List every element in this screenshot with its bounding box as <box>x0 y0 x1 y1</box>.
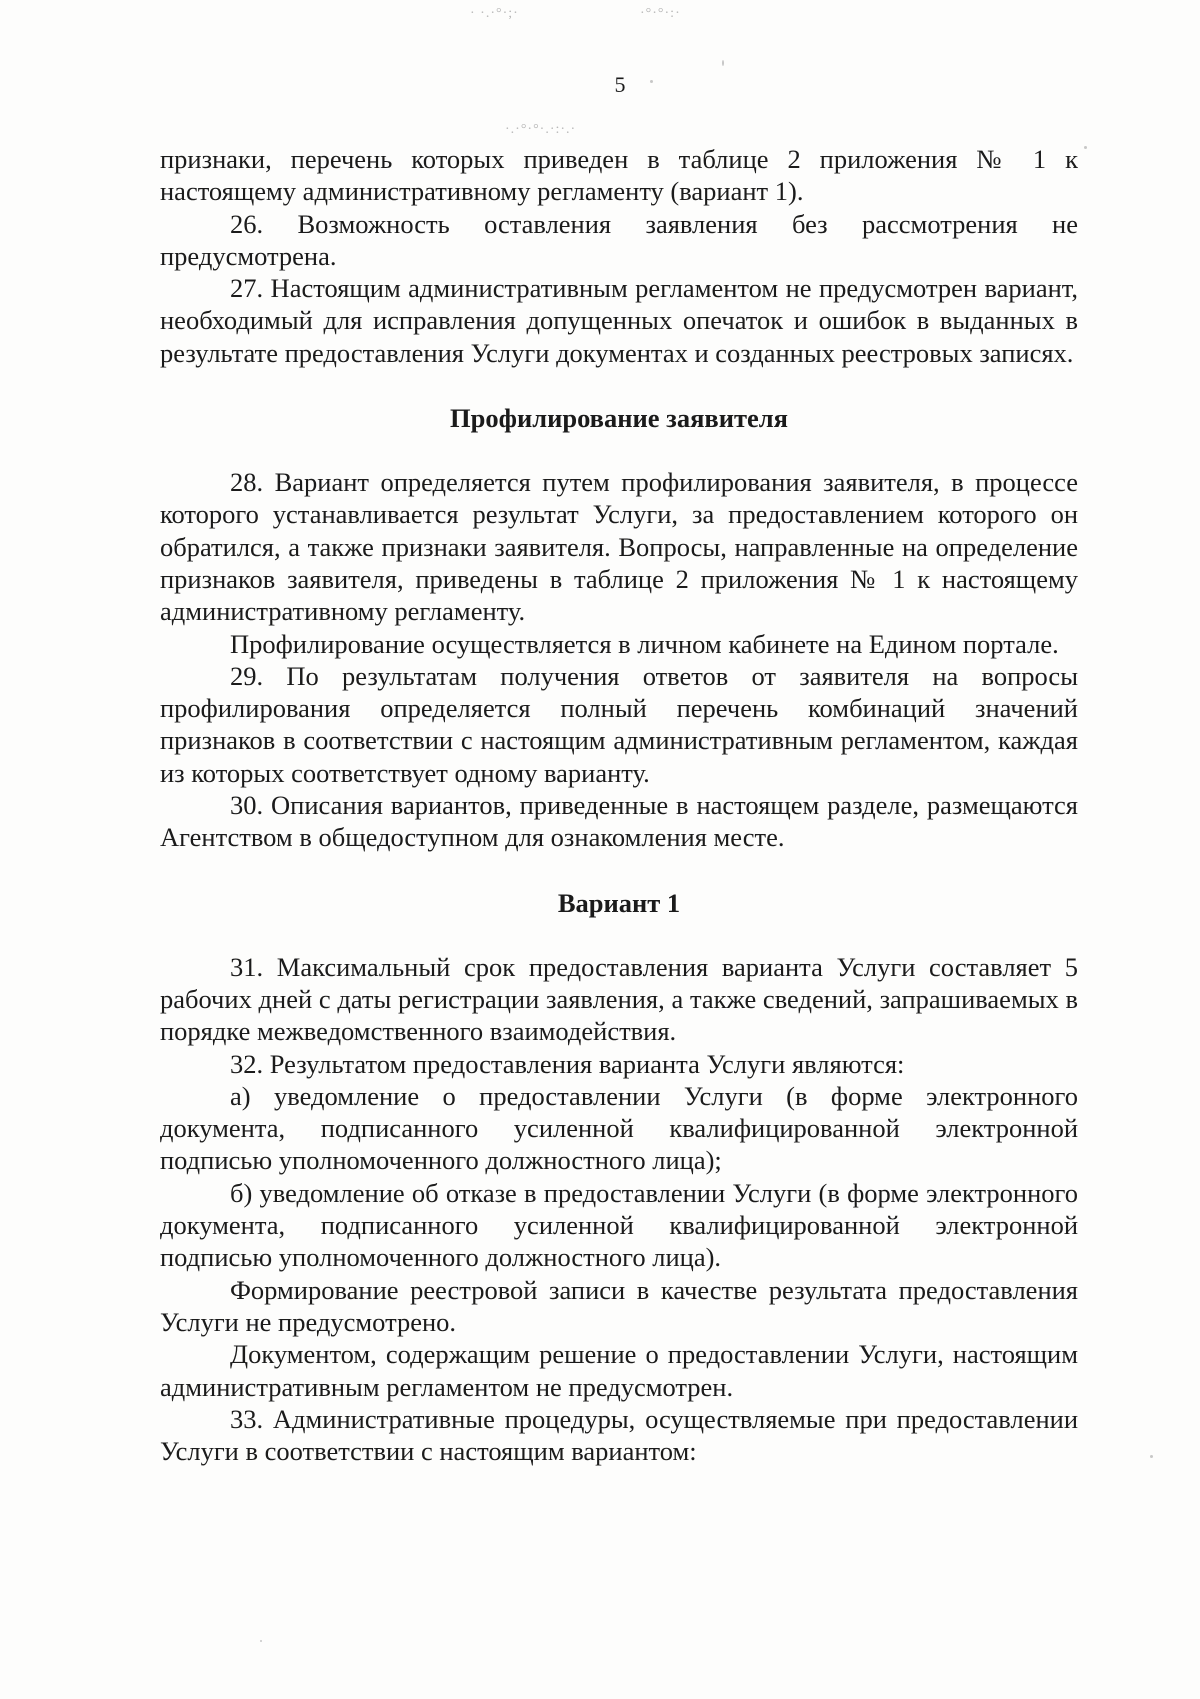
paragraph-32-b: б) уведомление об отказе в предоставлении Услуги (в форме электронного документа, подписанного усиленной квалифицированной электронной подписью уполномоченного должностного лица). <box>160 1177 1078 1273</box>
paragraph-28-profiling-portal: Профилирование осуществляется в личном кабинете на Едином портале. <box>230 628 1059 659</box>
paragraph-33: 33. Административные процедуры, осуществляемые при предоставлении Услуги в соответствии с настоящим вариантом: <box>160 1403 1078 1467</box>
paragraph-31: 31. Максимальный срок предоставления варианта Услуги составляет 5 рабочих дней с даты регистрации заявления, а также сведений, запрашиваемых в порядке межведомственного взаимодействия. <box>160 951 1078 1047</box>
scan-smudge: ·.·°·°·.·:·.· <box>505 122 577 137</box>
paragraph-29: 29. По результатам получения ответов от заявителя на вопросы профилирования определяется полный перечень комбинаций значений признаков в соответствии с настоящим административным регламентом, каждая из которых соответствует одному варианту. <box>160 660 1078 788</box>
paragraph-27: 27. Настоящим административным регламентом не предусмотрен вариант, необходимый для исправления допущенных опечаток и ошибок в выданных в результате предоставления Услуги документах и созданных реестровых записях. <box>160 273 1078 368</box>
paragraph-continuation: признаки, перечень которых приведен в таблице 2 приложения № 1 к настоящему административному регламенту (вариант 1). <box>160 144 1078 207</box>
paragraph-26: 26. Возможность оставления заявления без рассмотрения не предусмотрена. <box>160 208 1078 271</box>
scan-speck <box>260 1640 262 1642</box>
page-number: 5 <box>614 72 626 97</box>
scan-smudge: · ·.·°·;· <box>470 6 519 21</box>
scan-smudge: ·°·°·:· <box>640 6 681 21</box>
paragraph-32-a: а) уведомление о предоставлении Услуги (в форме электронного документа, подписанного усиленной квалифицированной электронной подписью уполномоченного должностного лица); <box>160 1080 1078 1176</box>
document-body <box>160 143 1078 1467</box>
section-heading-profiling: Профилирование заявителя <box>450 403 788 434</box>
paragraph-30: 30. Описания вариантов, приведенные в настоящем разделе, размещаются Агентством в общедоступном для ознакомления месте. <box>160 790 1078 853</box>
paragraph-32-registry: Формирование реестровой записи в качестве результата предоставления Услуги не предусмотрено. <box>160 1274 1078 1337</box>
paragraph-32-decision: Документом, содержащим решение о предоставлении Услуги, настоящим административным регламентом не предусмотрен. <box>160 1339 1078 1402</box>
scan-speck <box>1150 1455 1153 1458</box>
section-heading-variant-1: Вариант 1 <box>557 887 681 918</box>
scan-speck <box>1084 146 1087 149</box>
paragraph-32: 32. Результатом предоставления варианта Услуги являются: <box>230 1048 905 1079</box>
paragraph-28: 28. Вариант определяется путем профилирования заявителя, в процессе которого устанавливается результат Услуги, за предоставлением которого он обратился, а также признаки заявителя. Вопросы, направленные на определение признаков заявителя, приведены в таблице 2 приложения № 1 к настоящему административному регламенту. <box>160 467 1078 627</box>
scan-speck <box>722 60 724 66</box>
